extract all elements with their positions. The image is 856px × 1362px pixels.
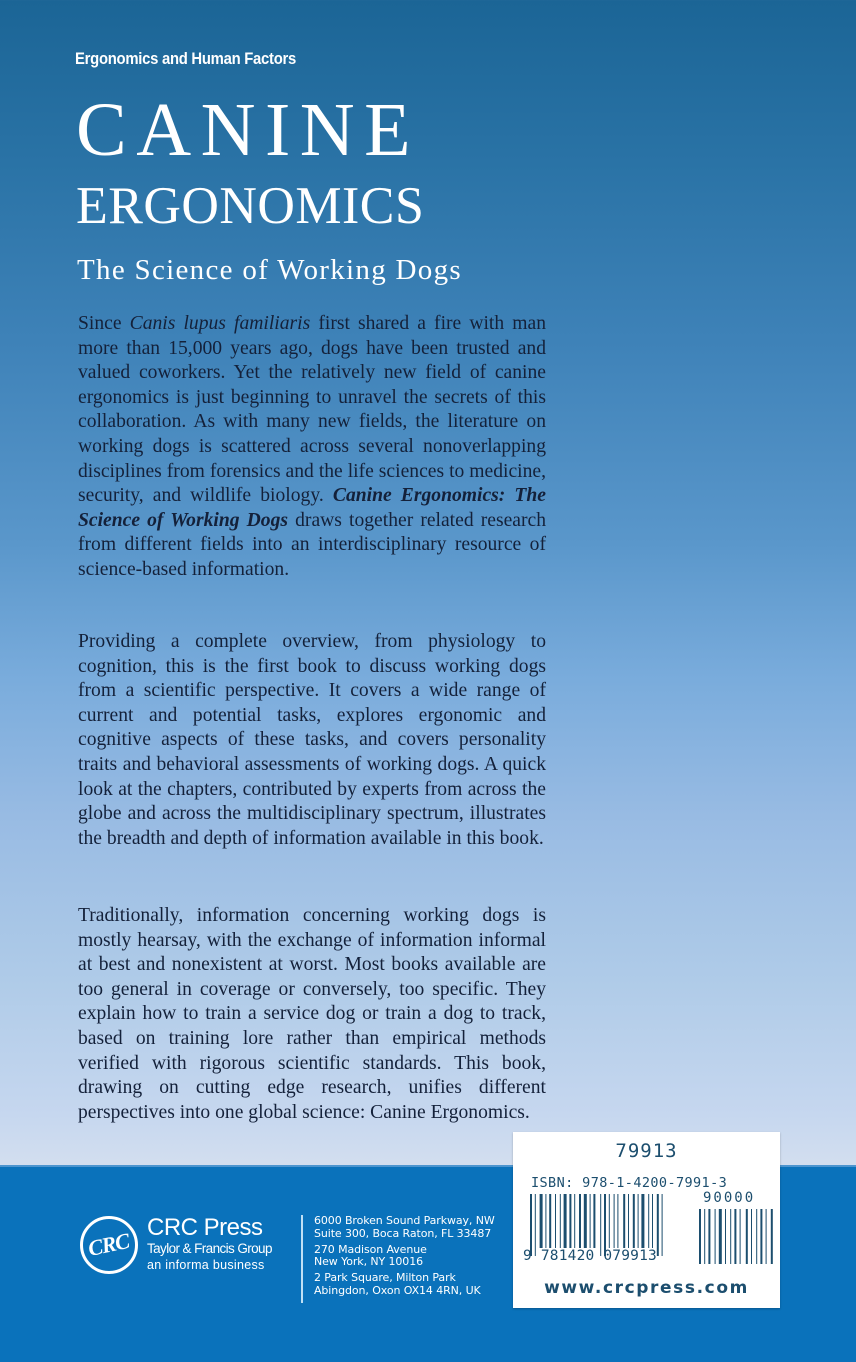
address-line: 270 Madison Avenue xyxy=(314,1242,427,1256)
barcode-bar xyxy=(590,1194,591,1248)
barcode-bar xyxy=(540,1194,543,1248)
publisher-brand xyxy=(147,1215,272,1273)
series-name: Ergonomics and Human Factors xyxy=(75,50,297,68)
barcode-bar xyxy=(609,1194,610,1248)
description-paragraph-1 xyxy=(78,312,546,583)
barcode-bar xyxy=(593,1194,595,1248)
isbn-barcode-box xyxy=(513,1132,780,1308)
book-title-inline: Canine Ergonomics: The Science of Working Dogs xyxy=(78,485,546,531)
barcode-bar xyxy=(584,1194,587,1248)
barcode-bar xyxy=(617,1194,618,1248)
addon-bar xyxy=(719,1209,722,1264)
barcode-bar xyxy=(560,1194,561,1248)
addon-bar xyxy=(751,1209,752,1264)
barcode-bar xyxy=(641,1194,644,1248)
footer-divider xyxy=(301,1215,303,1303)
barcode-bar xyxy=(652,1194,653,1248)
barcode-bar xyxy=(614,1194,615,1248)
addon-bar xyxy=(734,1209,736,1264)
addon-bar xyxy=(771,1209,773,1264)
barcode-bar xyxy=(623,1194,625,1248)
logo-text: CRC xyxy=(86,1228,132,1262)
barcode-bar xyxy=(555,1194,556,1248)
address-boca-raton xyxy=(314,1215,495,1241)
p1-prefix: Since xyxy=(78,313,130,334)
species-name: Canis lupus familiaris xyxy=(129,313,311,334)
barcode-bar xyxy=(579,1194,581,1248)
addon-bar xyxy=(760,1209,762,1264)
addon-bar xyxy=(740,1209,741,1264)
p1-text-a: first shared a fire with man more than 15,000 years ago, dogs have been trusted and valued coworkers. Yet the relatively new field of canine ergonomics is just beginning to unravel the secrets of this collaboration. As with many new fields, the literature on working dogs is scattered across several nonoverlapping disciplines from forensics and the life sciences to medicine, security, and wildlife biology. xyxy=(78,313,547,507)
address-line: New York, NY 10016 xyxy=(314,1255,424,1269)
barcode-bar xyxy=(569,1194,571,1248)
subtitle: The Science of Working Dogs xyxy=(77,254,462,286)
addon-bar xyxy=(725,1209,726,1264)
address-new-york xyxy=(314,1244,495,1270)
addon-bar xyxy=(756,1209,757,1264)
publisher-group: Taylor & Francis Group xyxy=(147,1241,272,1256)
barcode-bar xyxy=(530,1194,532,1256)
p2-text: Providing a complete overview, from physiology to cognition, this is the first book to discuss working dogs from a scientific perspective. It covers a wide range of current and potential tasks, explores ergonomic and cognitive aspects of these tasks, and covers personality traits and behavioral assessments of working dogs. A quick look at the chapters, contributed by experts from across the globe and across the multidisciplinary spectrum, illustrates the breadth and depth of information available in this book. xyxy=(78,631,546,849)
barcode-bar xyxy=(549,1194,551,1248)
addon-bar xyxy=(766,1209,767,1264)
crc-logo-icon xyxy=(80,1216,138,1274)
barcode-bar xyxy=(638,1194,639,1248)
address-line: 6000 Broken Sound Parkway, NW xyxy=(314,1214,495,1227)
addon-bar xyxy=(699,1209,701,1264)
barcode-bar xyxy=(564,1194,567,1248)
addon-bar xyxy=(746,1209,748,1264)
publisher-name: CRC Press xyxy=(147,1214,263,1241)
addon-bar xyxy=(704,1209,705,1264)
addon-bar xyxy=(730,1209,731,1264)
address-line: 2 Park Square, Milton Park xyxy=(314,1271,456,1285)
barcode-bar xyxy=(600,1194,601,1256)
barcode-bar xyxy=(662,1194,663,1256)
description-paragraph-3 xyxy=(78,904,546,1125)
barcode-bar xyxy=(604,1194,606,1256)
title-line-2: ERGONOMICS xyxy=(76,177,425,235)
publisher-addresses xyxy=(314,1215,495,1301)
item-number: 79913 xyxy=(615,1140,678,1162)
addon-bar xyxy=(708,1209,710,1264)
publisher-tagline: an informa business xyxy=(147,1258,265,1272)
address-abingdon xyxy=(314,1272,495,1298)
p3-text: Traditionally, information concerning working dogs is mostly hearsay, with the exchange of information informal at best and nonexistent at worst. Most books available are too general in coverage or conversely, too specific. They explain how to train a service dog or train a dog to track, based on training lore rather than empirical methods verified with rigorous scientific standards. This book, drawing on cutting edge research, unifies different perspectives into one global science: Canine Ergonomics. xyxy=(78,905,546,1123)
addon-bar xyxy=(715,1209,716,1264)
barcode-bar xyxy=(657,1194,659,1256)
title-line-1: CANINE xyxy=(76,88,421,172)
barcode-bar xyxy=(535,1194,536,1256)
barcode-bar xyxy=(633,1194,635,1248)
ean-digits: 9 781420 079913 xyxy=(523,1248,657,1264)
addon-code: 90000 xyxy=(703,1190,756,1206)
barcode-bar xyxy=(545,1194,546,1248)
barcode-bar xyxy=(648,1194,649,1248)
description-paragraph-2 xyxy=(78,630,546,851)
address-line: Suite 300, Boca Raton, FL 33487 xyxy=(314,1226,492,1240)
publisher-url-link[interactable]: www.crcpress.com xyxy=(544,1278,749,1298)
address-line: Abingdon, Oxon OX14 4RN, UK xyxy=(314,1283,481,1297)
barcode-bar xyxy=(574,1194,575,1248)
barcode-bar xyxy=(628,1194,629,1248)
isbn-label: ISBN: 978-1-4200-7991-3 xyxy=(531,1175,728,1191)
p1-text-b: draws together related research from different fields into an interdisciplinary resource of science-based information. xyxy=(78,509,546,580)
